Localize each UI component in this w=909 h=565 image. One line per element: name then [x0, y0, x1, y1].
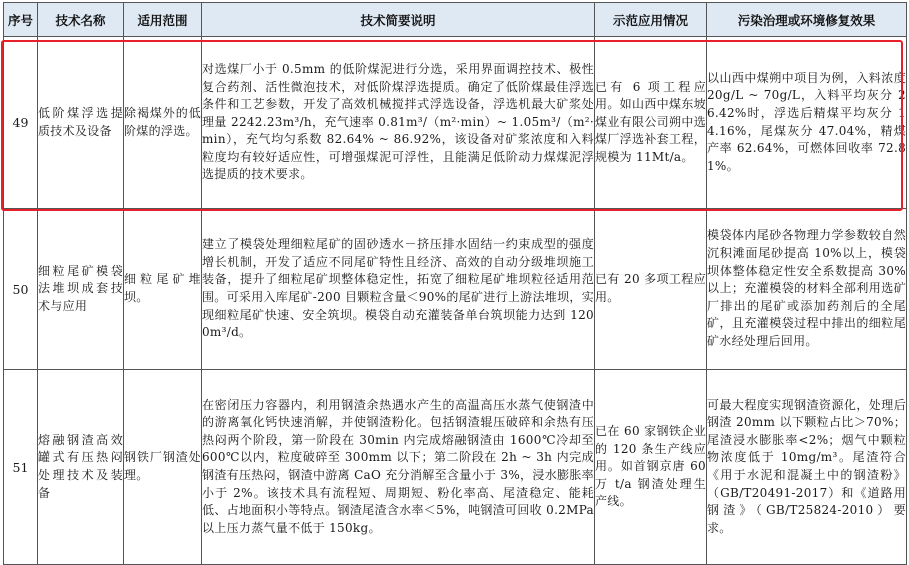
- table-row: [4, 37, 907, 209]
- table-row: [4, 209, 907, 370]
- header-seq: 序号: [4, 3, 38, 37]
- effect: 以山西中煤朔中项目为例，入料浓度 20g/L ~ 70g/L，入料平均灰分 26.42%时，浮选后精煤平均灰分 14.16%，尾煤灰分 47.04%，精煤产率 62.64%，可燃体回收率 72.81%。: [707, 37, 907, 209]
- tech-name: 熔融钢渣高效罐式有压热闷处理技术及装备: [38, 370, 124, 565]
- effect: 模袋体内尾砂各物理力学参数较自然沉积滩面尾砂提高 10%以上，模袋坝体整体稳定性安全系数提高 30%以上；充灌模袋的材料全部利用选矿厂排出的尾矿或添加药剂后的全尾矿，且充灌模袋过程中排出的细粒尾矿水经处理后回用。: [707, 209, 907, 370]
- demo-application: 已在 60 家钢铁企业的 120 条生产线应用。如首钢京唐 60 万 t/a 钢渣处理生产线。: [595, 370, 707, 565]
- demo-application: 已有 20 多项工程应用。: [595, 209, 707, 370]
- scope: 除褐煤外的低阶煤的浮选。: [124, 37, 202, 209]
- table-header-row: [4, 3, 907, 37]
- technology-table: [3, 2, 907, 565]
- tech-name: 低阶煤浮选提质技术及设备: [38, 37, 124, 209]
- header-demo: 示范应用情况: [595, 3, 707, 37]
- row-number: 49: [4, 37, 38, 209]
- description: 对选煤厂小于 0.5mm 的低阶煤泥进行分选，采用界面调控技术、极性复合药剂、活性微泡技术，对低阶煤浮选提质。确定了低阶煤最佳浮选条件和工艺参数，开发了高效机械搅拌式浮选设备，浮选机最大矿浆处理量 2242.23m³/h，充气速率 0.81m³/（m²·min）~ 1.05m³/（m²·min），充气均匀系数 82.64% ~ 86.92%，该设备对矿浆浓度和入料粒度均有较好适应性，可增强煤泥可浮性，且能满足低阶动力煤煤泥浮选提质的技术要求。: [202, 37, 595, 209]
- scope: 细粒尾矿堆坝。: [124, 209, 202, 370]
- effect: 可最大程度实现钢渣资源化，处理后钢渣 20mm 以下颗粒占比＞70%；尾渣浸水膨胀率<2%；烟气中颗粒物浓度低于 10mg/m³。尾渣符合《用于水泥和混凝土中的钢渣粉》（GB/T20491-2017）和《道路用钢渣》（GB/T25824-2010）要求。: [707, 370, 907, 565]
- header-description: 技术简要说明: [202, 3, 595, 37]
- description: 在密闭压力容器内，利用钢渣余热遇水产生的高温高压水蒸气使钢渣中的游离氧化钙快速消解，并使钢渣粉化。包括钢渣辊压破碎和余热有压热闷两个阶段，第一阶段在 30min 内完成熔融钢渣由 1600℃冷却至 600℃以内，粒度破碎至 300mm 以下；第二阶段在 2h ~ 3h 内完成钢渣有压热闷，钢渣中游离 CaO 充分消解至含量小于 3%，浸水膨胀率小于 2%。该技术具有流程短、周期短、粉化率高、尾渣稳定、能耗低、占地面积小等特点。钢渣尾渣含水率＜5%，吨钢渣可回收 0.2MPa 以上压力蒸气量不低于 150kg。: [202, 370, 595, 565]
- header-tech-name: 技术名称: [38, 3, 124, 37]
- table-row: [4, 370, 907, 565]
- scope: 钢铁厂钢渣处理。: [124, 370, 202, 565]
- description: 建立了模袋处理细粒尾矿的固砂透水－挤压排水固结一约束成型的强度增长机制，开发了适应不同尾矿特性且经济、高效的自动分级堆坝施工装备，提升了细粒尾矿坝整体稳定性，拓宽了细粒尾矿堆坝粒径适用范围。可采用入库尾矿-200 目颗粒含量＜90%的尾矿进行上游法堆坝，实现细粒尾矿快速、安全筑坝。模袋自动充灌装备单台筑坝能力达到 1200m³/d。: [202, 209, 595, 370]
- header-scope: 适用范围: [124, 3, 202, 37]
- demo-application: 已有 6 项工程应用。如山西中煤东坡煤业有限公司朔中选煤厂浮选补套工程，规模为 11Mt/a。: [595, 37, 707, 209]
- row-number: 50: [4, 209, 38, 370]
- header-effect: 污染治理或环境修复效果: [707, 3, 907, 37]
- tech-name: 细粒尾矿模袋法堆坝成套技术与应用: [38, 209, 124, 370]
- row-number: 51: [4, 370, 38, 565]
